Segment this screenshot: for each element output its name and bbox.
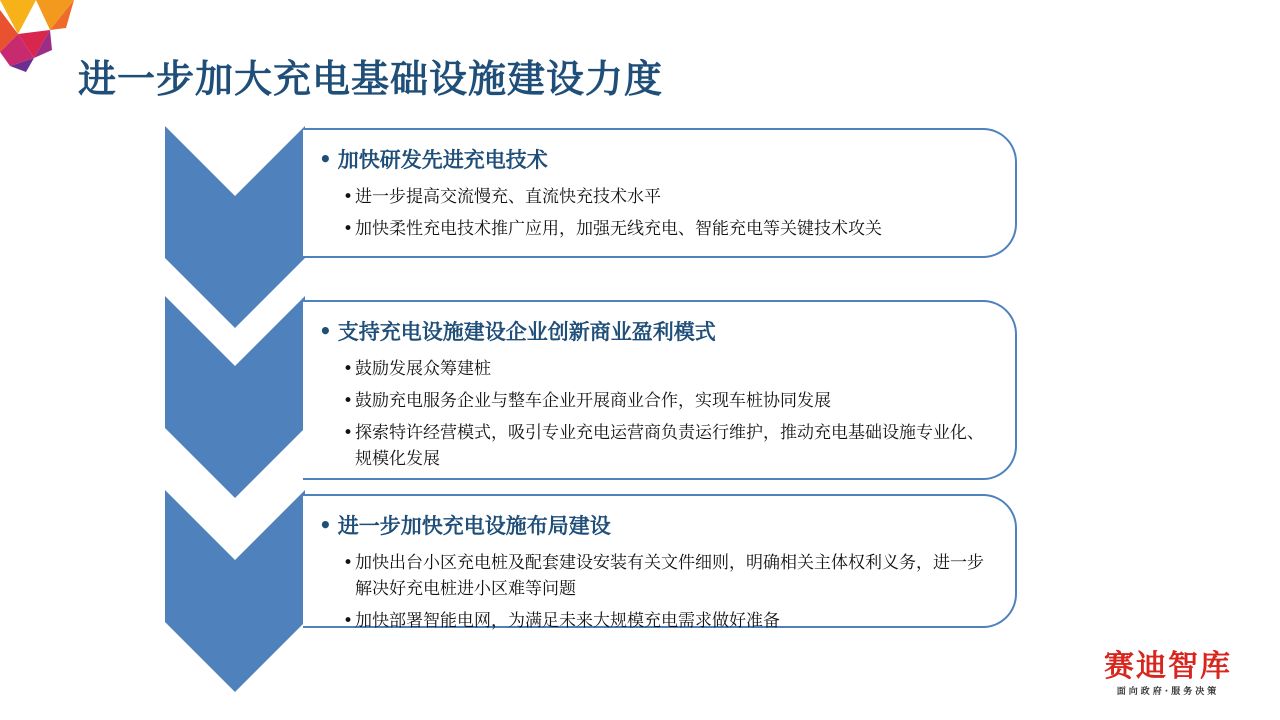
bullet-icon: •: [343, 423, 354, 443]
list-item: [343, 184, 1001, 210]
chevron-arrow-2: [165, 296, 305, 498]
list-item: [343, 608, 1001, 634]
list-item-text: 探索特许经营模式，吸引专业充电运营商负责运行维护，推动充电基础设施专业化、规模化发展: [355, 423, 985, 469]
list-item-text: 鼓励充电服务企业与整车企业开展商业合作，实现车桩协同发展: [355, 391, 832, 411]
list-item-text: 进一步提高交流慢充、直流快充技术水平: [355, 187, 662, 207]
list-item: [343, 550, 1001, 602]
bullet-icon: •: [343, 611, 354, 631]
bullet-icon: •: [319, 319, 332, 343]
section-heading: [319, 316, 1001, 346]
list-item-text: 加快出台小区充电桩及配套建设安装有关文件细则，明确相关主体权利义务，进一步解决好充电桩进小区难等问题: [355, 553, 985, 599]
bullet-icon: •: [343, 391, 354, 411]
list-item: [343, 356, 1001, 382]
bullet-icon: •: [343, 187, 354, 207]
list-item-text: 加快部署智能电网，为满足未来大规模充电需求做好准备: [355, 611, 781, 631]
section-panel-2: [303, 300, 1017, 480]
list-item-text: 加快柔性充电技术推广应用，加强无线充电、智能充电等关键技术攻关: [355, 219, 883, 239]
bullet-icon: •: [319, 513, 332, 537]
corner-decoration-icon: [0, 0, 90, 80]
list-item: [343, 216, 1001, 242]
section-panel-1: [303, 128, 1017, 258]
brand-logo: [1088, 650, 1248, 697]
section-heading-text: 支持充电设施建设企业创新商业盈利模式: [337, 320, 716, 344]
chevron-arrow-3: [165, 490, 305, 692]
section-heading-text: 进一步加快充电设施布局建设: [337, 514, 611, 538]
list-item-text: 鼓励发展众筹建桩: [355, 359, 492, 379]
section-panel-3: [303, 494, 1017, 631]
bullet-icon: •: [343, 553, 354, 573]
slide-title: 进一步加大充电基础设施建设力度: [78, 57, 664, 101]
list-item: [343, 420, 1001, 472]
logo-tagline: 面向政府·服务决策: [1116, 687, 1220, 697]
logo-title: 赛迪智库: [1104, 649, 1232, 684]
bullet-icon: •: [319, 147, 332, 171]
bullet-icon: •: [343, 359, 354, 379]
section-heading: [319, 510, 1001, 540]
section-heading: [319, 144, 1001, 174]
list-item: [343, 388, 1001, 414]
section-heading-text: 加快研发先进充电技术: [337, 148, 548, 172]
bullet-icon: •: [343, 219, 354, 239]
